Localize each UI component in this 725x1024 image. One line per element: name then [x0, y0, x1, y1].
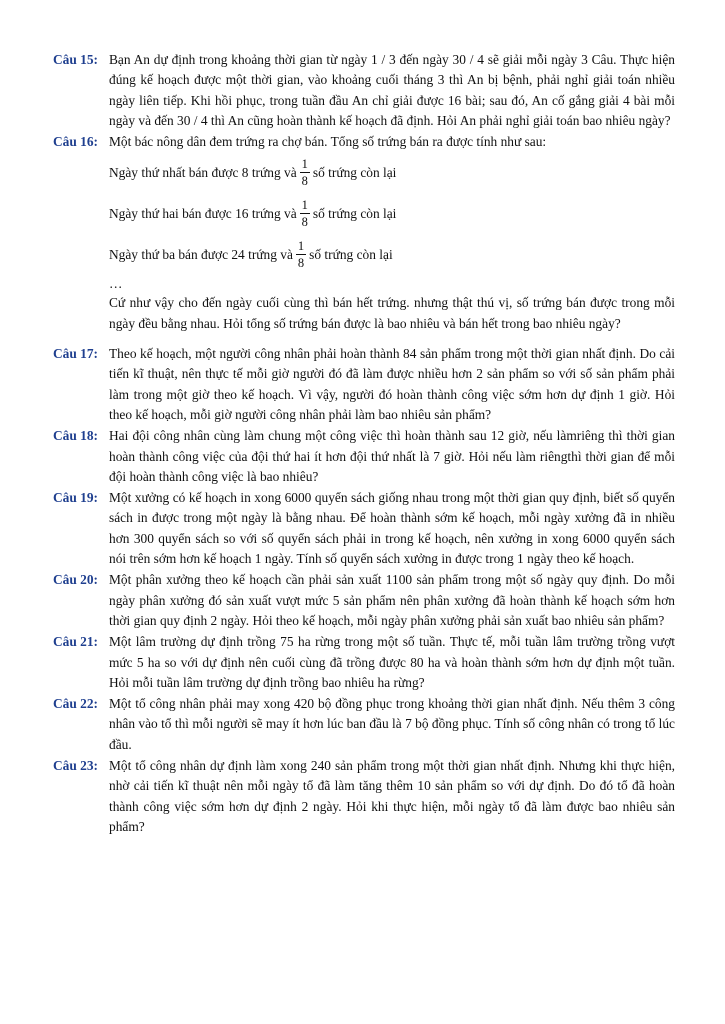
fraction-denominator: 8	[301, 215, 308, 230]
question-22-text: Một tổ công nhân phải may xong 420 bộ đồng phục trong khoảng thời gian nhất định. Nếu thêm 3 công nhân vào tổ thì mỗi người sẽ may ít hơn lúc ban đầu là 7 bộ đồng phục. Tính số công nhân có trong tổ lúc đầu.	[109, 696, 675, 752]
day-2-line	[109, 193, 675, 234]
question-text	[109, 344, 675, 425]
fraction-numerator: 1	[297, 239, 305, 254]
day-2-before: Ngày thứ hai bán được 16 trứng và	[109, 205, 297, 221]
fraction-numerator: 1	[301, 198, 308, 213]
question-19-text: Một xưởng có kế hoạch in xong 6000 quyển sách giống nhau trong một thời gian quy định, biết số quyển sách in được trong một ngày là bằng nhau. Để hoàn thành sớm kế hoạch, mỗi ngày xưởng đã in nhiều hơn 300 quyển sách so với số quyển sách phải in trong kế hoạch, nên xưởng in xong 6000 quyển sách nói trên sớm hơn kế hoạch 1 ngày. Tính số quyển sách xưởng in được trong 1 ngày theo kế hoạch.	[109, 490, 675, 567]
question-16-intro: Một bác nông dân đem trứng ra chợ bán. Tổng số trứng bán ra được tính như sau:	[109, 134, 547, 150]
question-label: Câu 21:	[53, 634, 99, 650]
question-18	[53, 426, 675, 487]
question-text	[109, 426, 675, 487]
question-22	[53, 694, 675, 755]
fraction-denominator: 8	[297, 256, 305, 271]
question-20	[53, 570, 675, 631]
question-17-text: Theo kế hoạch, một người công nhân phải hoàn thành 84 sản phẩm trong một thời gian nhất định. Do cải tiến kĩ thuật, nên thực tế mỗi giờ người đó đã làm được nhiều hơn 2 sản phẩm so với số sản phẩm phải làm trong một giờ theo kế hoạch. Vì vậy, người đó hoàn thành công việc sớm hơn dự định 1 giờ. Hỏi theo kế hoạch, mỗi giờ người công nhân phải làm bao nhiêu sản phẩm?	[109, 346, 675, 422]
question-label: Câu 19:	[53, 490, 99, 506]
question-label: Câu 15:	[53, 52, 99, 67]
fraction-numerator: 1	[301, 157, 308, 172]
question-17	[53, 344, 675, 425]
question-21-text: Một lâm trường dự định trồng 75 ha rừng trong một số tuần. Thực tế, mỗi tuần lâm trường trồng vượt mức 5 ha so với dự định nên cuối cùng đã trồng được 80 ha và hoàn thành sớm hơn dự định một tuần. Hỏi mỗi tuần lâm trường dự định trồng bao nhiêu ha rừng?	[109, 634, 675, 690]
fraction-one-eighth	[296, 239, 306, 270]
day-3-line	[109, 234, 675, 275]
question-text	[109, 50, 675, 131]
question-16-outro: Cứ như vậy cho đến ngày cuối cùng thì bán hết trứng. nhưng thật thú vị, số trứng bán được trong mỗi ngày đều bằng nhau. Hỏi tổng số trứng bán được là bao nhiêu và bán hết trong bao nhiêu ngày?	[109, 295, 675, 331]
question-text	[109, 132, 675, 334]
question-label: Câu 22:	[53, 696, 99, 712]
question-15	[53, 50, 675, 131]
question-text	[109, 694, 675, 755]
question-text	[109, 756, 675, 837]
fraction-one-eighth	[300, 198, 310, 229]
question-label: Câu 16:	[53, 134, 99, 150]
day-2-after: số trứng còn lại	[312, 205, 397, 221]
day-1-after: số trứng còn lại	[312, 164, 397, 180]
question-18-text: Hai đội công nhân cùng làm chung một công việc thì hoàn thành sau 12 giờ, nếu làmriêng thì thời gian hoàn thành công việc của đội thứ hai ít hơn đội thứ nhất là 7 giờ. Hỏi nếu làm riêngthì thời gian để mỗi đội hoàn thành công việc là bao nhiêu?	[109, 428, 675, 484]
day-1-before: Ngày thứ nhất bán được 8 trứng và	[109, 164, 297, 180]
question-text	[109, 570, 675, 631]
question-text	[109, 488, 675, 569]
question-label: Câu 18:	[53, 428, 99, 444]
question-21	[53, 632, 675, 693]
fraction-denominator: 8	[301, 174, 308, 189]
question-label: Câu 20:	[53, 572, 99, 588]
question-text	[109, 632, 675, 693]
fraction-one-eighth	[300, 157, 310, 188]
question-16	[53, 132, 675, 334]
question-20-text: Một phân xưởng theo kế hoạch cần phải sản xuất 1100 sản phẩm trong một số ngày quy định. Do mỗi ngày phân xưởng đó sản xuất vượt mức 5 sản phẩm nên phân xưởng đã hoàn thành kế hoạch sớm hơn thời gian quy định 2 ngày. Hỏi theo kế hoạch, mỗi ngày phân xưởng phải sản xuất bao nhiêu sản phẩm?	[109, 572, 675, 628]
ellipsis: …	[109, 276, 123, 292]
day-1-line	[109, 152, 675, 193]
question-23	[53, 756, 675, 837]
question-label: Câu 23:	[53, 758, 99, 774]
question-label: Câu 17:	[53, 346, 99, 362]
day-3-after: số trứng còn lại	[309, 246, 393, 262]
question-15-text: Bạn An dự định trong khoảng thời gian từ ngày 1 / 3 đến ngày 30 / 4 sẽ giải mỗi ngày 3 Câu. Thực hiện đúng kế hoạch được một thời gian, vào khoảng cuối tháng 3 thì An bị bệnh, phải nghỉ giải toán nhiều ngày liên tiếp. Khi hồi phục, trong tuần đầu An chỉ giải được 16 bài; sau đó, An cố gắng giải 4 bài mỗi ngày và đến 30 / 4 thì An cũng hoàn thành kế hoạch đã định. Hỏi An phải nghỉ giải toán bao nhiêu ngày?	[109, 52, 675, 128]
question-19	[53, 488, 675, 569]
question-23-text: Một tổ công nhân dự định làm xong 240 sản phẩm trong một thời gian nhất định. Nhưng khi thực hiện, nhờ cải tiến kĩ thuật nên mỗi ngày tổ đã làm tăng thêm 10 sản phẩm so với dự định. Do đó tổ đã hoàn thành công việc sớm hơn dự định 2 ngày. Hỏi khi thực hiện, mỗi ngày tổ đã làm được bao nhiêu sản phẩm?	[109, 758, 675, 834]
day-3-before: Ngày thứ ba bán được 24 trứng và	[109, 246, 293, 262]
